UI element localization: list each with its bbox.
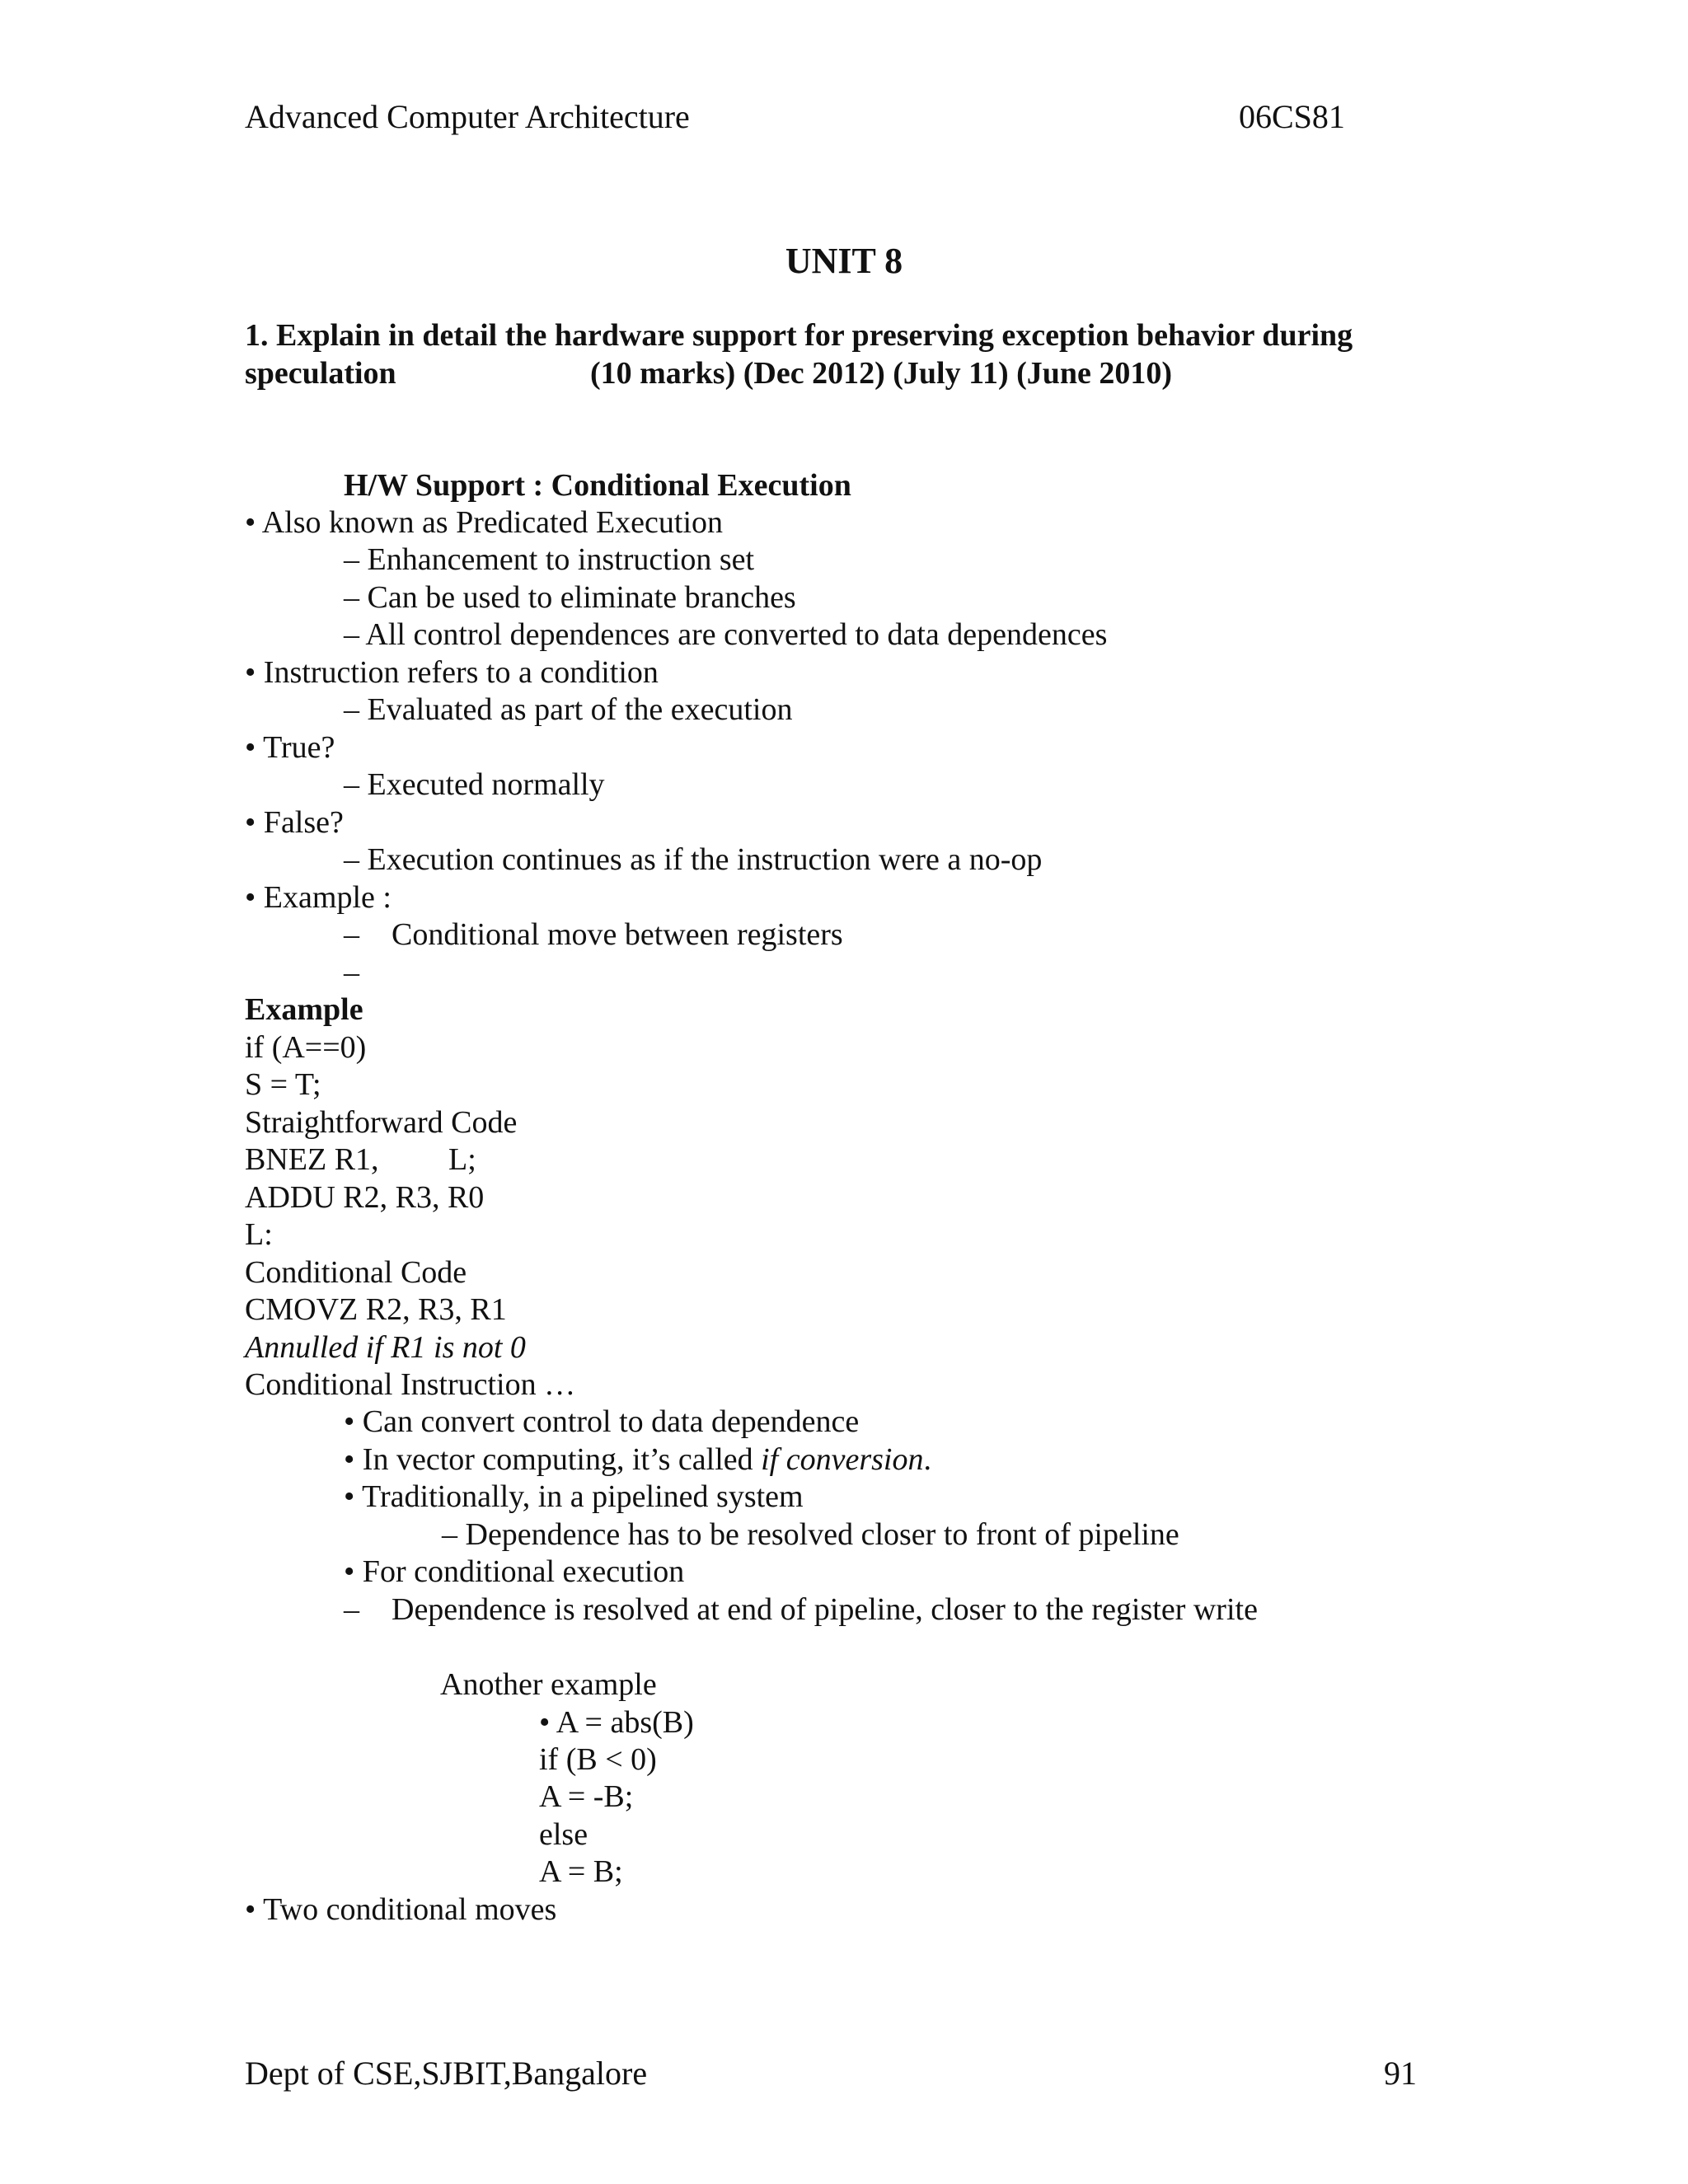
dash-marker: – (344, 1592, 359, 1627)
code-line: S = T; (245, 1067, 321, 1102)
code-line: else (539, 1817, 588, 1852)
list-item: • Example : (245, 880, 392, 915)
code-line: if (A==0) (245, 1030, 367, 1065)
header-course-title: Advanced Computer Architecture (245, 98, 690, 135)
list-item: – Executed normally (344, 767, 605, 802)
list-item: • Instruction refers to a condition (245, 655, 659, 690)
code-line: CMOVZ R2, R3, R1 (245, 1292, 507, 1327)
list-item-text: • In vector computing, it’s called (344, 1442, 762, 1477)
list-item-punct: . (923, 1442, 931, 1477)
list-item: – All control dependences are converted to data dependences (344, 617, 1108, 652)
dash-marker: – (344, 917, 359, 952)
paragraph-line: Conditional Instruction … (245, 1367, 576, 1402)
code-note: Annulled if R1 is not 0 (245, 1330, 526, 1365)
list-item: Dependence is resolved at end of pipeline, closer to the register write (392, 1592, 1258, 1627)
list-item-emphasis: if conversion (761, 1442, 924, 1477)
question-line-2-topic: speculation (245, 356, 396, 391)
list-item: • False? (245, 805, 344, 840)
list-item: • Two conditional moves (245, 1892, 557, 1927)
example-heading: Example (245, 992, 363, 1027)
code-line: L: (245, 1217, 273, 1252)
code-label: Straightforward Code (245, 1105, 518, 1140)
code-label: Conditional Code (245, 1255, 467, 1290)
list-item: • Can convert control to data dependence (344, 1404, 860, 1439)
list-item: – Evaluated as part of the execution (344, 692, 793, 727)
example-heading: Another example (440, 1667, 657, 1702)
question-line-1: 1. Explain in detail the hardware support for preserving exception behavior during (245, 318, 1353, 353)
list-item: – Enhancement to instruction set (344, 542, 755, 577)
header-course-code: 06CS81 (1239, 98, 1345, 135)
list-item: • For conditional execution (344, 1554, 685, 1589)
footer-department: Dept of CSE,SJBIT,Bangalore (245, 2055, 648, 2092)
code-line: if (B < 0) (539, 1742, 657, 1777)
list-item: – Execution continues as if the instruction were a no-op (344, 842, 1043, 877)
list-item: • Also known as Predicated Execution (245, 505, 724, 540)
list-item: – Dependence has to be resolved closer to front of pipeline (442, 1517, 1179, 1552)
list-item: – Can be used to eliminate branches (344, 580, 796, 615)
list-item: • True? (245, 730, 335, 765)
list-item (344, 1444, 931, 1475)
dash-marker: – (344, 955, 359, 990)
code-line: • A = abs(B) (539, 1705, 694, 1740)
list-item: • Traditionally, in a pipelined system (344, 1479, 804, 1514)
unit-title: UNIT 8 (785, 241, 903, 281)
code-line: BNEZ R1, (245, 1142, 379, 1177)
question-marks-dates: (10 marks) (Dec 2012) (July 11) (June 2010) (590, 356, 1173, 391)
code-line: ADDU R2, R3, R0 (245, 1180, 485, 1215)
code-line: A = -B; (539, 1779, 634, 1814)
page-number: 91 (1384, 2055, 1417, 2092)
section-heading: H/W Support : Conditional Execution (344, 468, 851, 503)
list-item: Conditional move between registers (392, 917, 843, 952)
code-line: A = B; (539, 1854, 623, 1889)
code-line-operand: L; (448, 1142, 476, 1177)
